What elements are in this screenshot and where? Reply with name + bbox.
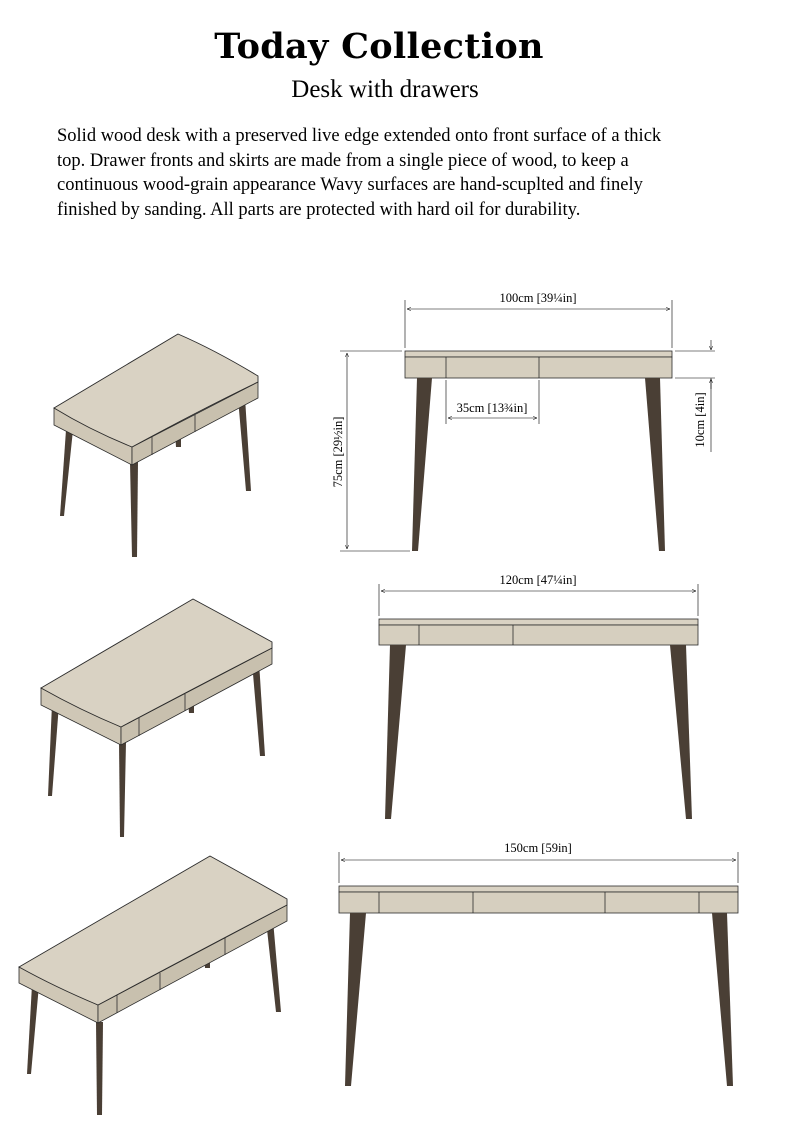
dimension-drawer-35: 35cm [13¾in] [456,401,528,415]
desk-leg [60,430,73,516]
description-line: top. Drawer fronts and skirts are made from a single piece of wood, to keep a [57,150,629,171]
page-title: Today Collection [214,26,544,67]
front-view-150 [339,841,738,1086]
dimension-height-75: 75cm [29½in] [331,416,345,488]
desk-leg [96,1022,103,1115]
description-line: continuous wood-grain appearance Wavy surfaces are hand-scuplted and finely [57,175,643,195]
desk-top [339,886,738,892]
iso-desk-100 [54,334,258,557]
desk-leg [345,913,366,1086]
desk-leg [119,742,126,837]
dimension-skirt-10: 10cm [4in] [693,392,707,448]
desk-leg [712,913,733,1086]
iso-desk-120 [41,599,272,837]
desk-skirt [379,625,698,645]
desk-top [405,351,672,357]
desk-leg [670,645,692,819]
desk-leg [412,378,432,551]
front-view-120 [379,573,698,819]
desk-leg [385,645,406,819]
description-line: finished by sanding. All parts are protected with hard oil for durability. [57,199,581,220]
dimension-width-100: 100cm [39¼in] [499,291,577,305]
desk-leg [27,985,39,1074]
desk-leg [130,462,138,557]
front-view-100 [331,291,715,551]
desk-skirt [339,892,738,913]
iso-desk-150 [19,856,287,1115]
dimension-width-120: 120cm [47¼in] [499,573,577,587]
page-subtitle: Desk with drawers [291,76,479,103]
description-line: Solid wood desk with a preserved live edge extended onto front surface of a thick [57,126,662,146]
desk-skirt [405,357,672,378]
desk-leg [48,704,59,796]
desk-leg [645,378,665,551]
desk-leg [238,398,251,491]
desk-leg [266,920,281,1012]
dimension-width-150: 150cm [59in] [504,841,572,855]
desk-top [379,619,698,625]
desk-leg [252,662,265,756]
